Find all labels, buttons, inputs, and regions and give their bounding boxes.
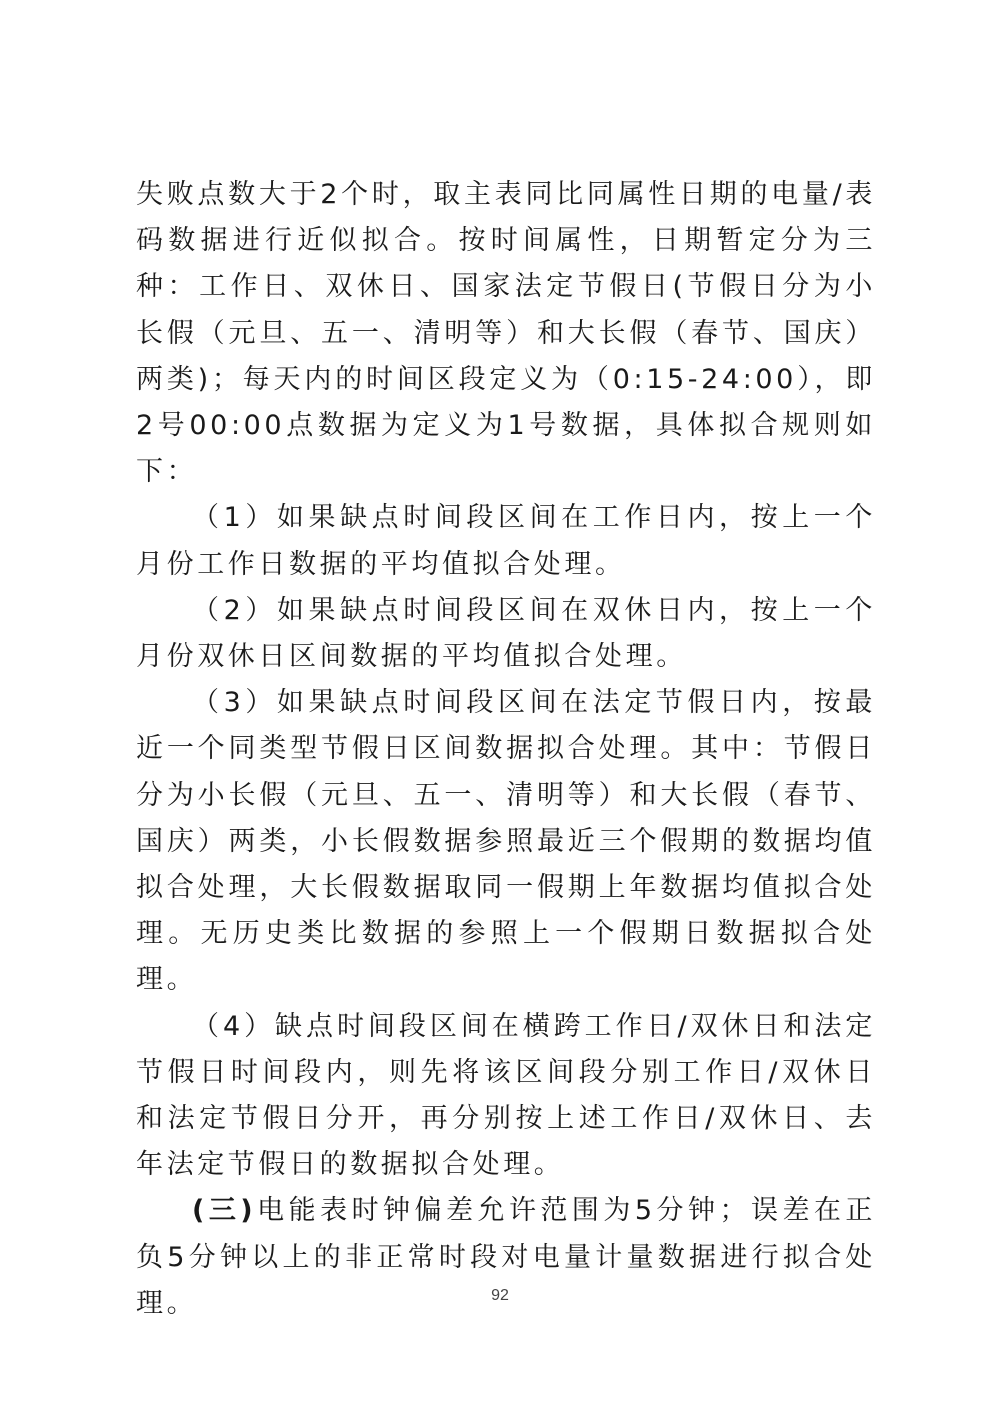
- section-three-text: 电能表时钟偏差允许范围为5分钟；误差在正负5分钟以上的非正常时段对电量计量数据进行拟合处理。: [136, 1195, 876, 1319]
- section-three-heading: (三): [192, 1195, 257, 1227]
- rule-4-paragraph: （4）缺点时间段区间在横跨工作日/双休日和法定节假日时间段内，则先将该区间段分别工作日/双休日和法定节假日分开，再分别按上述工作日/双休日、去年法定节假日的数据拟合处理。: [136, 1010, 876, 1181]
- section-three-paragraph: [136, 1188, 876, 1327]
- page-number: 92: [491, 1287, 509, 1304]
- rule-3-paragraph: （3）如果缺点时间段区间在法定节假日内，按最近一个同类型节假日区间数据拟合处理。其中：节假日分为小长假（元旦、五一、清明等）和大长假（春节、国庆）两类，小长假数据参照最近三个假期的数据均值拟合处理，大长假数据取同一假期上年数据均值拟合处理。无历史类比数据的参照上一个假期日数据拟合处理。: [136, 687, 876, 996]
- intro-paragraph: 失败点数大于2个时，取主表同比同属性日期的电量/表码数据进行近似拟合。按时间属性，日期暂定分为三种：工作日、双休日、国家法定节假日(节假日分为小长假（元旦、五一、清明等）和大长假（春节、国庆）两类)；每天内的时间区段定义为（0:15-24:00），即2号00:00点数据为定义为1号数据，具体拟合规则如下：: [136, 179, 876, 488]
- document-body: [136, 172, 876, 1327]
- rule-2-paragraph: （2）如果缺点时间段区间在双休日内，按上一个月份双休日区间数据的平均值拟合处理。: [136, 594, 876, 673]
- rule-1-paragraph: （1）如果缺点时间段区间在工作日内，按上一个月份工作日数据的平均值拟合处理。: [136, 502, 876, 580]
